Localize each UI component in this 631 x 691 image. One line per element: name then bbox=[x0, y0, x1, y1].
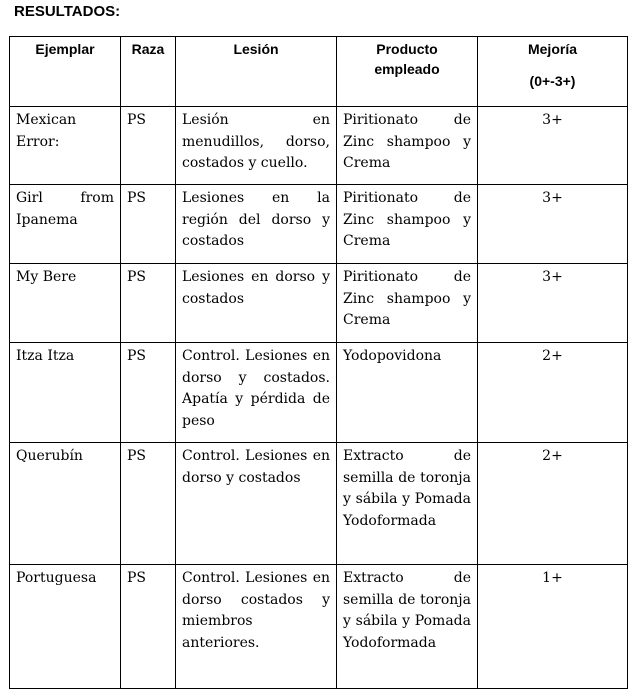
cell-producto: Piritionato de Zinc shampoo y Crema bbox=[337, 185, 478, 264]
cell-raza: PS bbox=[121, 185, 176, 264]
cell-producto: Piritionato de Zinc shampoo y Crema bbox=[337, 107, 478, 185]
cell-mejoria: 1+ bbox=[478, 565, 628, 689]
header-producto: Producto empleado bbox=[337, 37, 478, 107]
cell-raza: PS bbox=[121, 264, 176, 343]
cell-lesion: Lesión en menudillos, dorso, costados y cuello. bbox=[176, 107, 337, 185]
cell-lesion: Control. Lesiones en dorso y costados bbox=[176, 443, 337, 565]
table-row bbox=[10, 343, 628, 443]
cell-raza: PS bbox=[121, 443, 176, 565]
cell-ejemplar: Mexican Error: bbox=[10, 107, 121, 185]
header-mejoria bbox=[478, 37, 628, 107]
page-title: RESULTADOS: bbox=[14, 3, 121, 20]
header-raza: Raza bbox=[121, 37, 176, 107]
cell-producto: Extracto de semilla de toronja y sábila y Pomada Yodoformada bbox=[337, 565, 478, 689]
cell-mejoria: 2+ bbox=[478, 443, 628, 565]
cell-producto: Extracto de semilla de toronja y sábila y Pomada Yodoformada bbox=[337, 443, 478, 565]
cell-ejemplar: My Bere bbox=[10, 264, 121, 343]
table-row bbox=[10, 565, 628, 689]
cell-raza: PS bbox=[121, 343, 176, 443]
header-lesion: Lesión bbox=[176, 37, 337, 107]
cell-producto: Piritionato de Zinc shampoo y Crema bbox=[337, 264, 478, 343]
cell-mejoria: 2+ bbox=[478, 343, 628, 443]
header-row bbox=[10, 37, 628, 107]
cell-ejemplar: Girl from Ipanema bbox=[10, 185, 121, 264]
cell-raza: PS bbox=[121, 107, 176, 185]
header-ejemplar: Ejemplar bbox=[10, 37, 121, 107]
cell-ejemplar: Portuguesa bbox=[10, 565, 121, 689]
results-table bbox=[9, 36, 628, 689]
header-mejoria-scale: (0+-3+) bbox=[529, 73, 576, 89]
cell-lesion: Lesiones en dorso y costados bbox=[176, 264, 337, 343]
cell-mejoria: 3+ bbox=[478, 107, 628, 185]
cell-mejoria: 3+ bbox=[478, 264, 628, 343]
header-mejoria-label: Mejoría bbox=[527, 41, 577, 57]
cell-mejoria: 3+ bbox=[478, 185, 628, 264]
cell-lesion: Control. Lesiones en dorso y costados. Apatía y pérdida de peso bbox=[176, 343, 337, 443]
cell-ejemplar: Querubín bbox=[10, 443, 121, 565]
table-row bbox=[10, 185, 628, 264]
cell-raza: PS bbox=[121, 565, 176, 689]
table-row bbox=[10, 107, 628, 185]
table-row bbox=[10, 443, 628, 565]
cell-lesion: Control. Lesiones en dorso costados y miembros anteriores. bbox=[176, 565, 337, 689]
cell-lesion: Lesiones en la región del dorso y costados bbox=[176, 185, 337, 264]
cell-producto: Yodopovidona bbox=[337, 343, 478, 443]
table-row bbox=[10, 264, 628, 343]
cell-ejemplar: Itza Itza bbox=[10, 343, 121, 443]
